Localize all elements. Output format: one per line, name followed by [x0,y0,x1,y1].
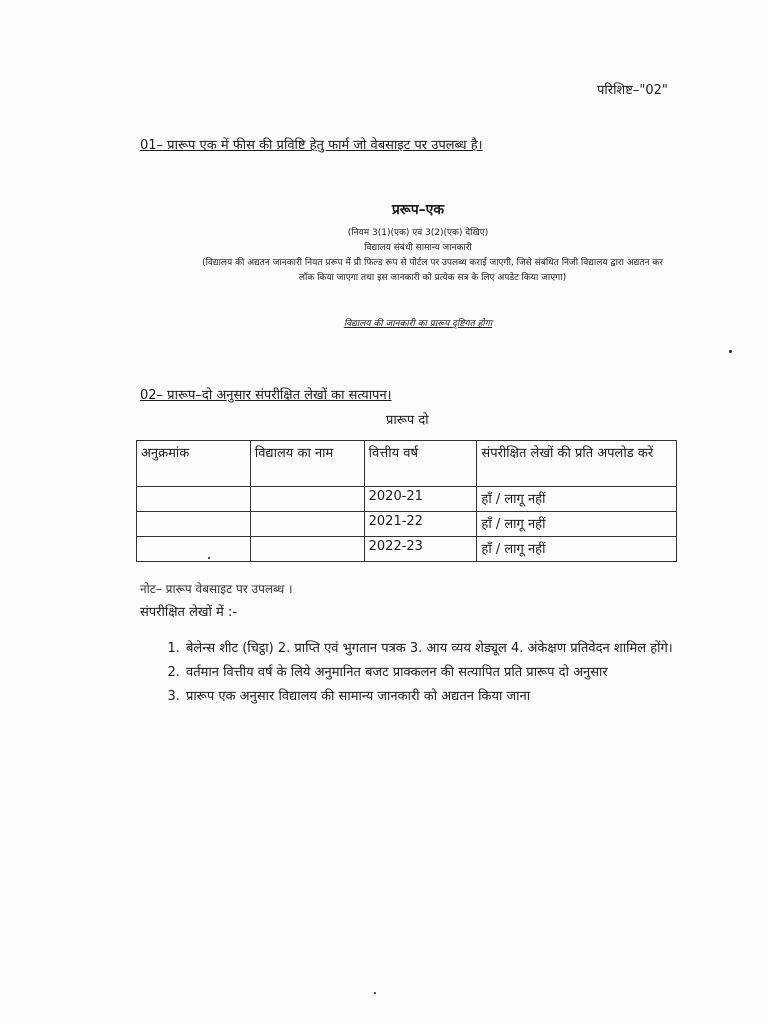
form-one-description: (विद्यालय की अद्यतन जानकारी नियत प्ररूप में प्री फिल्ड रूप से पोर्टल पर उपलब्ध कराई जाएगी, जिसे संबंधित निजी विद्यालय द्वारा अद्यतन कर लॉक किया जाएगा तथा इस जानकारी को प्रत्येक सत्र के लिए अपडेट किया जाएगा) [202,258,663,283]
cell-financial-year: 2020-21 [364,487,477,512]
cell-upload-status: हॉं / लागू नहीं [477,512,677,537]
cell-financial-year: 2021-22 [364,512,477,537]
cell-school-name [250,537,364,562]
list-item: 3. प्रारूप एक अनुसार विद्यालय की सामान्य जानकारी को अद्यतन किया जाना [184,686,704,708]
audit-upload-table [136,440,677,562]
list-item: 2. वर्तमान वित्तीय वर्ष के लिये अनुमानित बजट प्राक्कलन की सत्यापित प्रति प्रारूप दो अनुसार [184,662,704,684]
cell-upload-status: हॉं / लागू नहीं [477,487,677,512]
cell-serial-no [137,487,251,512]
audited-accounts-heading: संपरीक्षित लेखों में :- [140,605,238,620]
cell-financial-year: 2022-23 [364,537,477,562]
table-row [137,487,677,512]
section-1-heading: 01– प्रारूप एक में फीस की प्रविष्टि हेतु फार्म जो वेबसाइट पर उपलब्ध है। [140,138,483,153]
scan-speck [729,350,732,353]
scan-speck [374,992,376,994]
scan-speck [208,557,210,559]
header-school-name: विद्यालय का नाम [250,441,364,487]
cell-school-name [250,487,364,512]
website-note: नोट– प्रारूप वेबसाइट पर उपलब्ध । [140,582,293,596]
annex-label: परिशिष्ट–"02" [597,83,668,98]
list-item: 1. बेलेन्स शीट (चिट्ठा) 2. प्राप्ति एवं भुगतान पत्रक 3. आय व्यय शेड्यूल 4. अंकेक्षण प्रतिवेदन शामिल होंगे। [184,638,704,660]
table-header-row [137,441,677,487]
audited-accounts-list [160,638,704,710]
table-row [137,512,677,537]
form-two-title: प्रारूप दो [386,413,429,428]
form-one-rule-reference: (नियम 3(1)(एक) एवं 3(2)(एक) देखिए) [347,228,489,238]
header-upload-audited-accounts: संपरीक्षित लेखों की प्रति अपलोड करें [477,441,677,487]
cell-school-name [250,512,364,537]
cell-serial-no [137,512,251,537]
section-2-heading: 02– प्रारूप–दो अनुसार संपरीक्षित लेखों का सत्यापन। [140,388,392,403]
form-one-subtitle: विद्यालय संबंधी सामान्य जानकारी [364,243,472,253]
form-one-note: विद्यालय की जानकारी का प्रारूप दृष्टिगत होगा [343,319,493,329]
cell-serial-no [137,537,251,562]
header-serial-no: अनुक्रमांक [137,441,251,487]
cell-upload-status: हॉं / लागू नहीं [477,537,677,562]
table-row [137,537,677,562]
header-financial-year: वित्तीय वर्ष [364,441,477,487]
form-one-title: प्ररूप–एक [391,202,445,218]
